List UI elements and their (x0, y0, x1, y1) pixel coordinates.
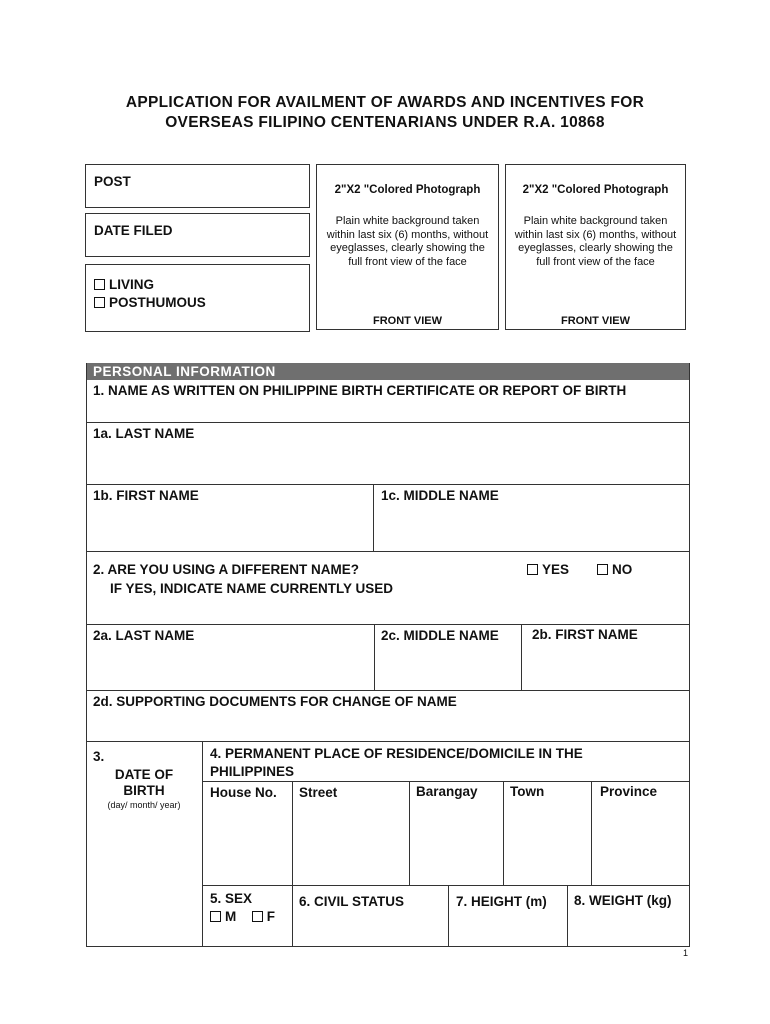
divider (86, 484, 690, 485)
photo-2-title: 2"X2 "Colored Photograph (522, 184, 669, 196)
divider (86, 422, 690, 423)
posthumous-checkbox[interactable] (94, 297, 105, 308)
male-checkbox[interactable] (210, 911, 221, 922)
form-title-line1: APPLICATION FOR AVAILMENT OF AWARDS AND INCENTIVES FOR (125, 94, 645, 111)
alt-middle-name-input[interactable] (375, 645, 520, 688)
alt-first-name-input[interactable] (522, 645, 688, 688)
post-label: POST (94, 174, 131, 189)
q7-label: 7. HEIGHT (m) (456, 894, 547, 909)
form-title-line2: OVERSEAS FILIPINO CENTENARIANS UNDER R.A. 10868 (165, 114, 605, 131)
height-input[interactable] (449, 912, 566, 945)
living-label: LIVING (109, 277, 155, 292)
photo-1-title: 2"X2 "Colored Photograph (334, 184, 481, 196)
page-number: 1 (682, 948, 688, 958)
town-input[interactable] (504, 803, 591, 883)
last-name-input[interactable] (87, 443, 688, 483)
col-house-no: House No. (210, 785, 277, 800)
photo-box-2[interactable] (505, 164, 686, 330)
supporting-documents-input[interactable] (87, 712, 688, 740)
no-option[interactable] (597, 561, 632, 579)
photo-1-view: FRONT VIEW (372, 315, 443, 327)
yes-label: YES (542, 562, 570, 577)
alt-last-name-input[interactable] (87, 645, 373, 688)
post-field[interactable] (85, 164, 310, 208)
q6-label: 6. CIVIL STATUS (299, 894, 405, 909)
col-town: Town (510, 784, 545, 799)
q2d-label: 2d. SUPPORTING DOCUMENTS FOR CHANGE OF NAME (93, 694, 457, 709)
first-name-input[interactable] (87, 505, 372, 549)
living-checkbox[interactable] (94, 279, 105, 290)
female-checkbox[interactable] (252, 911, 263, 922)
q2c-label: 2c. MIDDLE NAME (381, 628, 499, 643)
photo-2-description: Plain white background taken within last six (6) months, without eyeglasses, clearly showing the full front view of the face (514, 215, 677, 268)
divider (86, 551, 690, 552)
posthumous-option[interactable] (94, 294, 206, 312)
female-label: F (266, 909, 276, 924)
divider (202, 781, 690, 782)
date-filed-field[interactable] (85, 213, 310, 257)
col-barangay: Barangay (416, 784, 478, 799)
divider (202, 885, 690, 886)
q3-format: (day/ month/ year) (107, 800, 181, 810)
sex-options (210, 908, 275, 926)
barangay-input[interactable] (410, 803, 503, 883)
street-input[interactable] (293, 803, 409, 883)
q8-label: 8. WEIGHT (kg) (574, 893, 672, 908)
table-bottom-border (86, 946, 690, 947)
q1c-label: 1c. MIDDLE NAME (381, 488, 499, 503)
q4-label: 4. PERMANENT PLACE OF RESIDENCE/DOMICILE IN THE PHILIPPINES (210, 746, 583, 779)
q1-label: 1. NAME AS WRITTEN ON PHILIPPINE BIRTH CERTIFICATE OR REPORT OF BIRTH (93, 383, 627, 398)
q1b-label: 1b. FIRST NAME (93, 488, 199, 503)
q2b-label: 2b. FIRST NAME (532, 627, 638, 642)
divider (86, 690, 690, 691)
no-checkbox[interactable] (597, 564, 608, 575)
civil-status-input[interactable] (293, 912, 447, 945)
photo-1-description: Plain white background taken within last six (6) months, without eyeglasses, clearly showing the full front view of the face (326, 215, 489, 268)
province-input[interactable] (592, 803, 688, 883)
q2-sub-label: IF YES, INDICATE NAME CURRENTLY USED (110, 581, 394, 596)
q3-number: 3. (93, 749, 105, 764)
photo-2-view: FRONT VIEW (560, 315, 631, 327)
no-label: NO (612, 562, 633, 577)
status-box (85, 264, 310, 332)
living-option[interactable] (94, 276, 154, 294)
divider (86, 624, 690, 625)
house-no-input[interactable] (203, 803, 292, 883)
middle-name-input[interactable] (374, 505, 688, 549)
q2a-label: 2a. LAST NAME (93, 628, 195, 643)
table-right-border (689, 363, 690, 947)
posthumous-label: POSTHUMOUS (109, 295, 206, 310)
male-label: M (225, 909, 237, 924)
yes-option[interactable] (527, 561, 569, 579)
q2-label: 2. ARE YOU USING A DIFFERENT NAME? (93, 562, 360, 577)
date-of-birth-input[interactable] (88, 812, 200, 944)
col-province: Province (600, 784, 658, 799)
photo-box-1[interactable] (316, 164, 499, 330)
col-street: Street (299, 785, 338, 800)
divider (86, 741, 690, 742)
q3-label-line1: DATE OF (114, 767, 174, 782)
yes-checkbox[interactable] (527, 564, 538, 575)
section-header-personal-information: PERSONAL INFORMATION (86, 363, 689, 380)
form-title (60, 93, 710, 133)
q1a-label: 1a. LAST NAME (93, 426, 195, 441)
q5-label: 5. SEX (210, 891, 253, 906)
date-filed-label: DATE FILED (94, 223, 173, 238)
weight-input[interactable] (568, 912, 688, 945)
q3-label-line2: BIRTH (123, 783, 165, 798)
